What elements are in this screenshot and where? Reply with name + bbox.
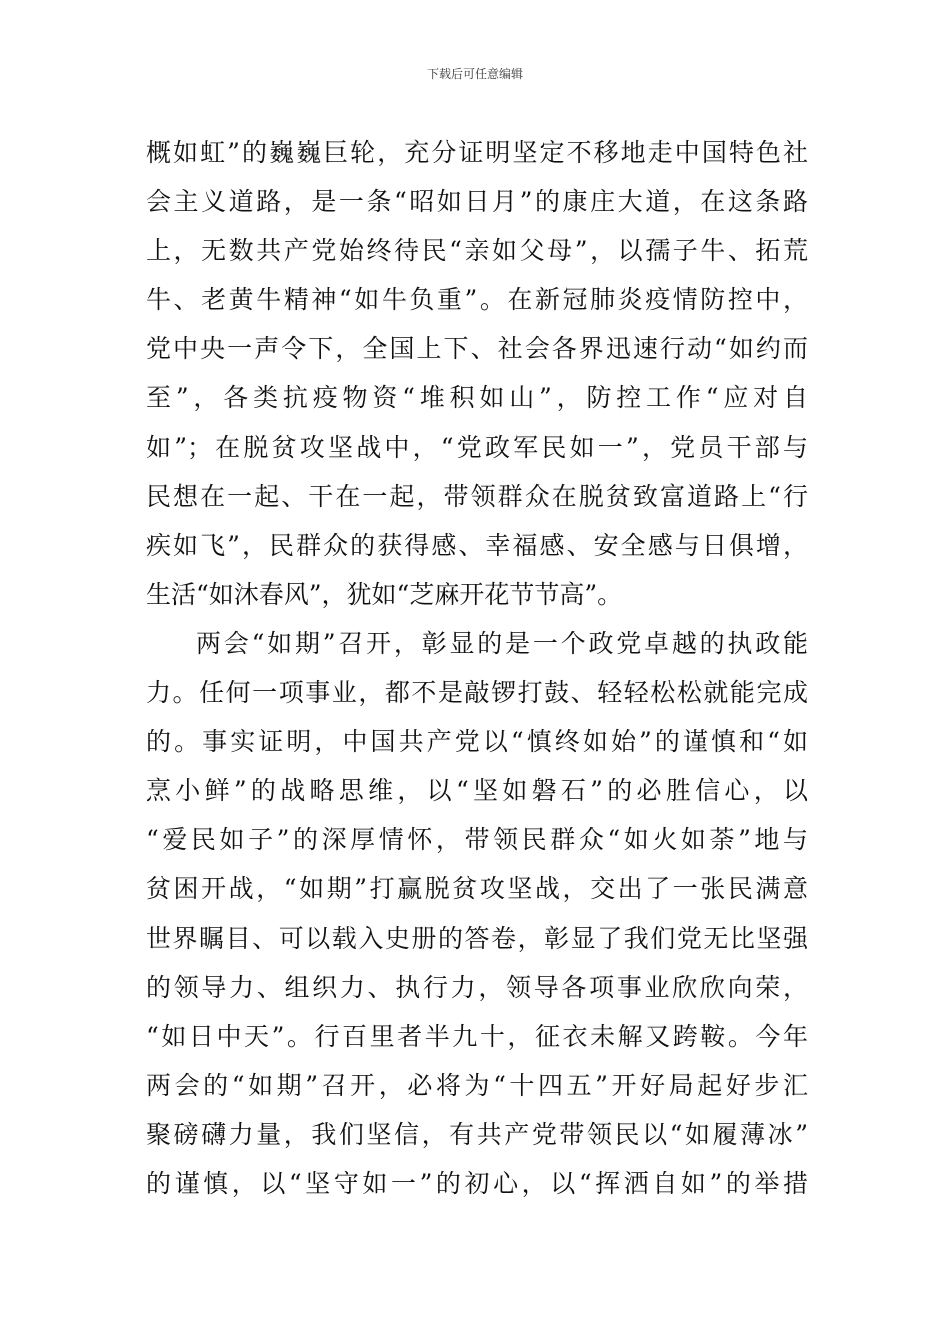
paragraph [146, 128, 808, 619]
text-line: 两会“如期”召开，彰显的是一个政党卓越的执政能 [196, 628, 808, 658]
text-line: “爱民如子”的深厚情怀，带领民群众“如火如荼”地与 [146, 825, 808, 855]
text-line: 烹小鲜”的战略思维，以“坚如磐石”的必胜信心，以 [146, 776, 808, 806]
text-line: 上，无数共产党始终待民“亲如父母”，以孺子牛、拓荒 [146, 236, 808, 266]
text-line: 疾如飞”，民群众的获得感、幸福感、安全感与日俱增， [146, 530, 808, 560]
text-line: 如”；在脱贫攻坚战中，“党政军民如一”，党员干部与 [146, 432, 808, 462]
text-line: 牛、老黄牛精神“如牛负重”。在新冠肺炎疫情防控中， [146, 285, 808, 315]
page-header: 下载后可任意编辑 [426, 67, 523, 81]
text-line: 聚磅礴力量，我们坚信，有共产党带领民以“如履薄冰” [146, 1119, 808, 1149]
text-line: 的。事实证明，中国共产党以“慎终如始”的谨慎和“如 [146, 727, 808, 757]
text-line: 世界瞩目、可以载入史册的答卷，彰显了我们党无比坚强 [146, 923, 808, 953]
text-line: 贫困开战，“如期”打赢脱贫攻坚战，交出了一张民满意 [146, 874, 808, 904]
document-body [146, 128, 808, 1208]
text-line: 生活“如沐春风”，犹如“芝麻开花节节高”。 [146, 579, 623, 609]
text-line: 力。任何一项事业，都不是敲锣打鼓、轻轻松松就能完成 [146, 678, 808, 708]
text-line: 概如虹”的巍巍巨轮，充分证明坚定不移地走中国特色社 [146, 138, 808, 167]
text-line: “如日中天”。行百里者半九十，征衣未解又跨鞍。今年 [146, 1021, 808, 1051]
text-line: 党中央一声令下，全国上下、社会各界迅速行动“如约而 [146, 334, 808, 364]
text-line: 的谨慎，以“坚守如一”的初心，以“挥洒自如”的举措 [146, 1168, 808, 1198]
text-line: 的领导力、组织力、执行力，领导各项事业欣欣向荣， [146, 972, 808, 1002]
text-line: 会主义道路，是一条“昭如日月”的康庄大道，在这条路 [146, 187, 808, 217]
text-line: 至”，各类抗疫物资“堆积如山”，防控工作“应对自 [146, 383, 808, 413]
text-line: 民想在一起、干在一起，带领群众在脱贫致富道路上“行 [146, 481, 808, 511]
text-line: 两会的“如期”召开，必将为“十四五”开好局起好步汇 [146, 1070, 808, 1100]
paragraph [146, 619, 808, 1208]
